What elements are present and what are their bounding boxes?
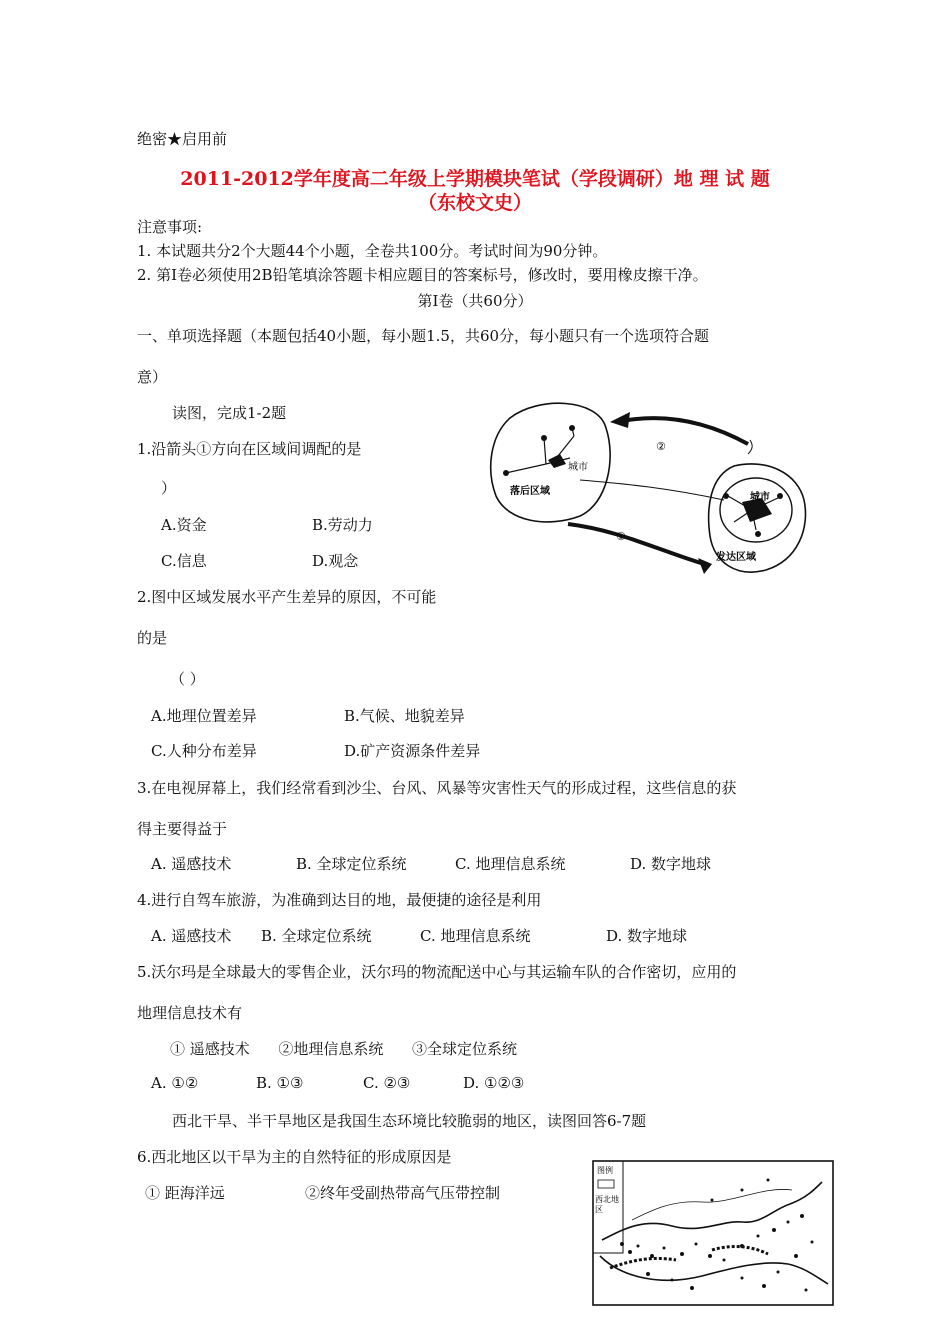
section-heading-cont: 意）	[137, 368, 168, 386]
option-c: C. ②③	[363, 1074, 411, 1092]
map-label: 西北地	[595, 1195, 619, 1204]
option-c: C. 地理信息系统	[420, 927, 531, 945]
city-label: 城市	[568, 462, 588, 473]
option-c: C.人种分布差异	[151, 742, 257, 760]
option-b: B. ①③	[256, 1074, 304, 1092]
region-label: 落后区域	[510, 486, 550, 497]
option-c: C.信息	[161, 552, 207, 570]
northwest-china-map	[592, 1160, 834, 1306]
question-stem: 6.西北地区以干旱为主的自然特征的形成原因是	[137, 1148, 452, 1166]
note-item: 1. 本试题共分2个大题44个小题，全卷共100分。考试时间为90分钟。	[137, 242, 608, 260]
option-b: B. 全球定位系统	[296, 855, 407, 873]
answer-paren: （ ）	[170, 670, 205, 688]
option-2: ②终年受副热带高气压带控制	[305, 1184, 501, 1202]
section-heading: 一、单项选择题（本题包括40小题，每小题1.5，共60分，每小题只有一个选项符合题	[137, 327, 710, 345]
option-d: D. 数字地球	[630, 855, 712, 873]
notes-heading: 注意事项:	[137, 218, 203, 236]
option-d: D. ①②③	[463, 1074, 525, 1092]
flow-arrow-1	[568, 524, 704, 564]
secret-mark: 绝密★启用前	[137, 130, 228, 148]
arrow-label: ①	[616, 530, 626, 543]
question-stem: 1.沿箭头①方向在区域间调配的是	[137, 440, 362, 458]
option-a: A.资金	[161, 516, 207, 534]
note-item: 2. 第Ⅰ卷必须使用2B铅笔填涂答题卡相应题目的答案标号，修改时，要用橡皮擦干净。	[137, 266, 708, 284]
option-a: A. 遥感技术	[151, 927, 232, 945]
option-a: A. 遥感技术	[151, 855, 232, 873]
map-label: 区	[595, 1205, 603, 1214]
option-1: ① 距海洋远	[145, 1184, 225, 1202]
question-stem-cont: 地理信息技术有	[137, 1004, 243, 1022]
region-label: 发达区域	[716, 552, 756, 563]
intro-text: 西北干旱、半干旱地区是我国生态环境比较脆弱的地区，读图回答6-7题	[172, 1112, 647, 1130]
option-a: A.地理位置差异	[151, 707, 257, 725]
option-b: B.劳动力	[312, 516, 373, 534]
city-label: 城市	[750, 492, 770, 503]
option-c: C. 地理信息系统	[455, 855, 566, 873]
option-d: D.矿产资源条件差异	[344, 742, 481, 760]
question-stem: 2.图中区域发展水平产生差异的原因，不可能	[137, 588, 437, 606]
answer-paren: ）	[161, 479, 177, 497]
question-stem-cont: 的是	[137, 629, 168, 647]
exam-title: 2011-2012学年度高二年级上学期模块笔试（学段调研）地 理 试 题	[180, 168, 770, 190]
question-stem: 3.在电视屏幕上，我们经常看到沙尘、台风、风暴等灾害性天气的形成过程，这些信息的获	[137, 779, 737, 797]
intro-text: 读图，完成1-2题	[172, 404, 287, 422]
question-stem: 5.沃尔玛是全球最大的零售企业，沃尔玛的物流配送中心与其运输车队的合作密切，应用的	[137, 963, 737, 981]
option-a: A. ①②	[151, 1074, 199, 1092]
option-d: D. 数字地球	[606, 927, 688, 945]
question-stem: 4.进行自驾车旅游，为准确到达目的地，最便捷的途径是利用	[137, 891, 542, 909]
option-d: D.观念	[312, 552, 359, 570]
numbered-items: ① 遥感技术 ②地理信息系统 ③全球定位系统	[170, 1040, 517, 1058]
exam-subtitle: （东校文史）	[417, 192, 532, 214]
legend-label: 图例	[597, 1166, 613, 1175]
option-b: B.气候、地貌差异	[344, 707, 465, 725]
question-stem-cont: 得主要得益于	[137, 820, 228, 838]
arrow-label: ②	[656, 440, 666, 453]
option-b: B. 全球定位系统	[261, 927, 372, 945]
part-heading: 第Ⅰ卷（共60分）	[417, 292, 533, 310]
region-flow-diagram	[488, 398, 820, 582]
flow-arrow-2	[628, 418, 748, 444]
